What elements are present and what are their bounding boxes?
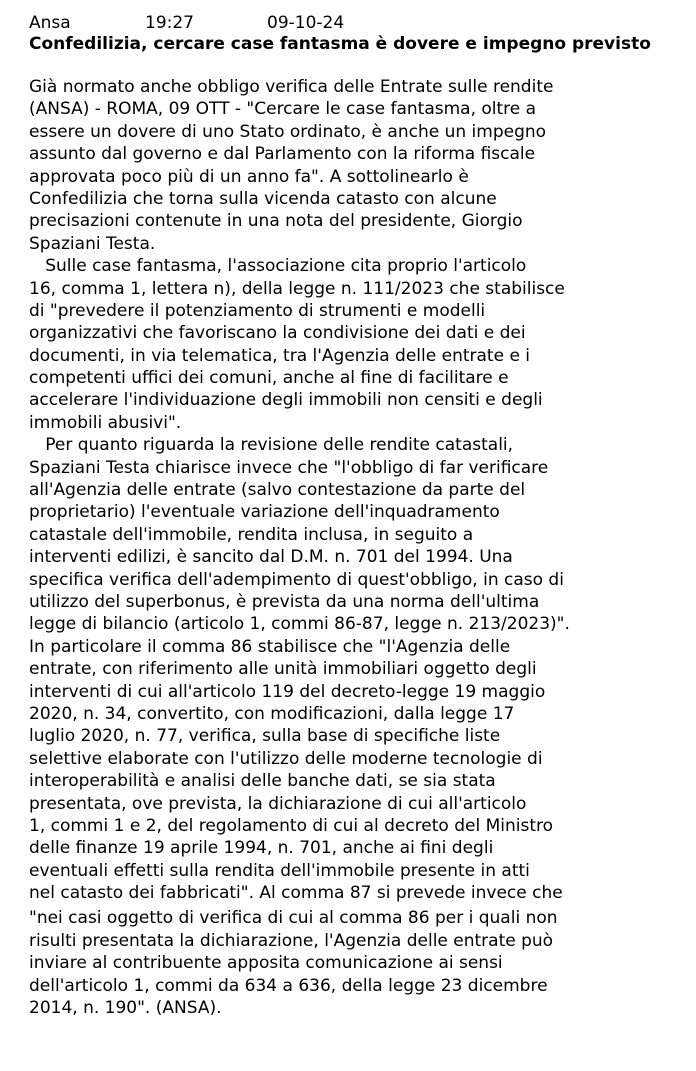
article-text-line: selettive elaborate con l'utilizzo delle moderne tecnologie di [29,748,543,769]
article-text-line: In particolare il comma 86 stabilisce che "l'Agenzia delle [29,636,511,657]
article-text-line: dell'articolo 1, commi da 634 a 636, della legge 23 dicembre [29,975,548,996]
article-text-line: interoperabilità e analisi delle banche dati, se sia stata [29,771,496,792]
article-text-line: "nei casi oggetto di verifica di cui al comma 86 per i quali non [29,908,558,929]
article-text-line: utilizzo del superbonus, è prevista da una norma dell'ultima [29,591,540,612]
article-body [29,76,689,1019]
article-text-line: di "prevedere il potenziamento di strumenti e modelli [29,300,486,321]
article-text-line: essere un dovere di uno Stato ordinato, è anche un impegno [29,121,547,142]
article-closing-text [29,907,689,1019]
publish-date: 09-10-24 [267,13,345,33]
article-text-line: organizzativi che favoriscano la condivisione dei dati e dei [29,323,526,344]
article-meta [29,12,345,34]
article-text-line: Sulle case fantasma, l'associazione cita proprio l'articolo [29,256,527,277]
article-text-line: 16, comma 1, lettera n), della legge n. 111/2023 che stabilisce [29,278,565,299]
article-text-line: delle finanze 19 aprile 1994, n. 701, anche ai fini degli [29,838,494,859]
article-text-line: inviare al contribuente apposita comunicazione ai sensi [29,953,503,974]
article-text-line: eventuali effetti sulla rendita dell'immobile presente in atti [29,860,530,881]
article-text-line: nel catasto dei fabbricati". Al comma 87 si prevede invece che [29,883,563,904]
article-text-line: risulti presentata la dichiarazione, l'Agenzia delle entrate può [29,930,554,951]
article-text-line: Spaziani Testa chiarisce invece che "l'obbligo di far verificare [29,457,549,478]
article-text-line: luglio 2020, n. 77, verifica, sulla base di specifiche liste [29,726,501,747]
article-text-line: assunto dal governo e dal Parlamento con la riforma fiscale [29,144,536,165]
article-text-line: Già normato anche obbligo verifica delle Entrate sulle rendite [29,77,554,97]
article-text-line: accelerare l'individuazione degli immobili non censiti e degli [29,390,543,411]
article-text-line: entrate, con riferimento alle unità immobiliari oggetto degli [29,659,537,680]
article-text-line: specifica verifica dell'adempimento di quest'obbligo, in caso di [29,569,564,590]
article-text-line: approvata poco più di un anno fa". A sottolinearlo è [29,166,469,187]
article-text-line: precisazioni contenute in una nota del presidente, Giorgio [29,211,523,232]
article-text-line: legge di bilancio (articolo 1, commi 86-87, legge n. 213/2023)". [29,614,570,635]
article-text-line: 2020, n. 34, convertito, con modificazioni, dalla legge 17 [29,703,515,724]
article-text-line: catastale dell'immobile, rendita inclusa, in seguito a [29,524,474,545]
article-text-line: 1, commi 1 e 2, del regolamento di cui al decreto del Ministro [29,815,554,836]
news-source: Ansa [29,13,71,33]
article-text-line: proprietario) l'eventuale variazione dell'inquadramento [29,502,500,523]
article-text-line: competenti uffici dei comuni, anche al fine di facilitare e [29,368,509,389]
article-text-line: immobili abusivi". [29,412,182,433]
article-text-line: (ANSA) - ROMA, 09 OTT - "Cercare le case fantasma, oltre a [29,99,537,120]
article-text-line: interventi edilizi, è sancito dal D.M. n. 701 del 1994. Una [29,547,513,568]
article-text-line: Spaziani Testa. [29,233,156,254]
article-text-line: 2014, n. 190". (ANSA). [29,998,222,1019]
article-text-line: Confedilizia che torna sulla vicenda catasto con alcune [29,188,497,209]
article-text-line: interventi di cui all'articolo 119 del decreto-legge 19 maggio [29,681,546,702]
article-headline: Confedilizia, cercare case fantasma è dovere e impegno previsto [29,34,651,54]
publish-time: 19:27 [145,13,194,33]
article-text-line: all'Agenzia delle entrate (salvo contestazione da parte del [29,480,526,501]
article-text-line: documenti, in via telematica, tra l'Agenzia delle entrate e i [29,345,531,366]
article-text-line: Per quanto riguarda la revisione delle rendite catastali, [29,435,514,456]
article-text-line: presentata, ove prevista, la dichiarazione di cui all'articolo [29,793,527,814]
article-main-text [29,76,689,904]
